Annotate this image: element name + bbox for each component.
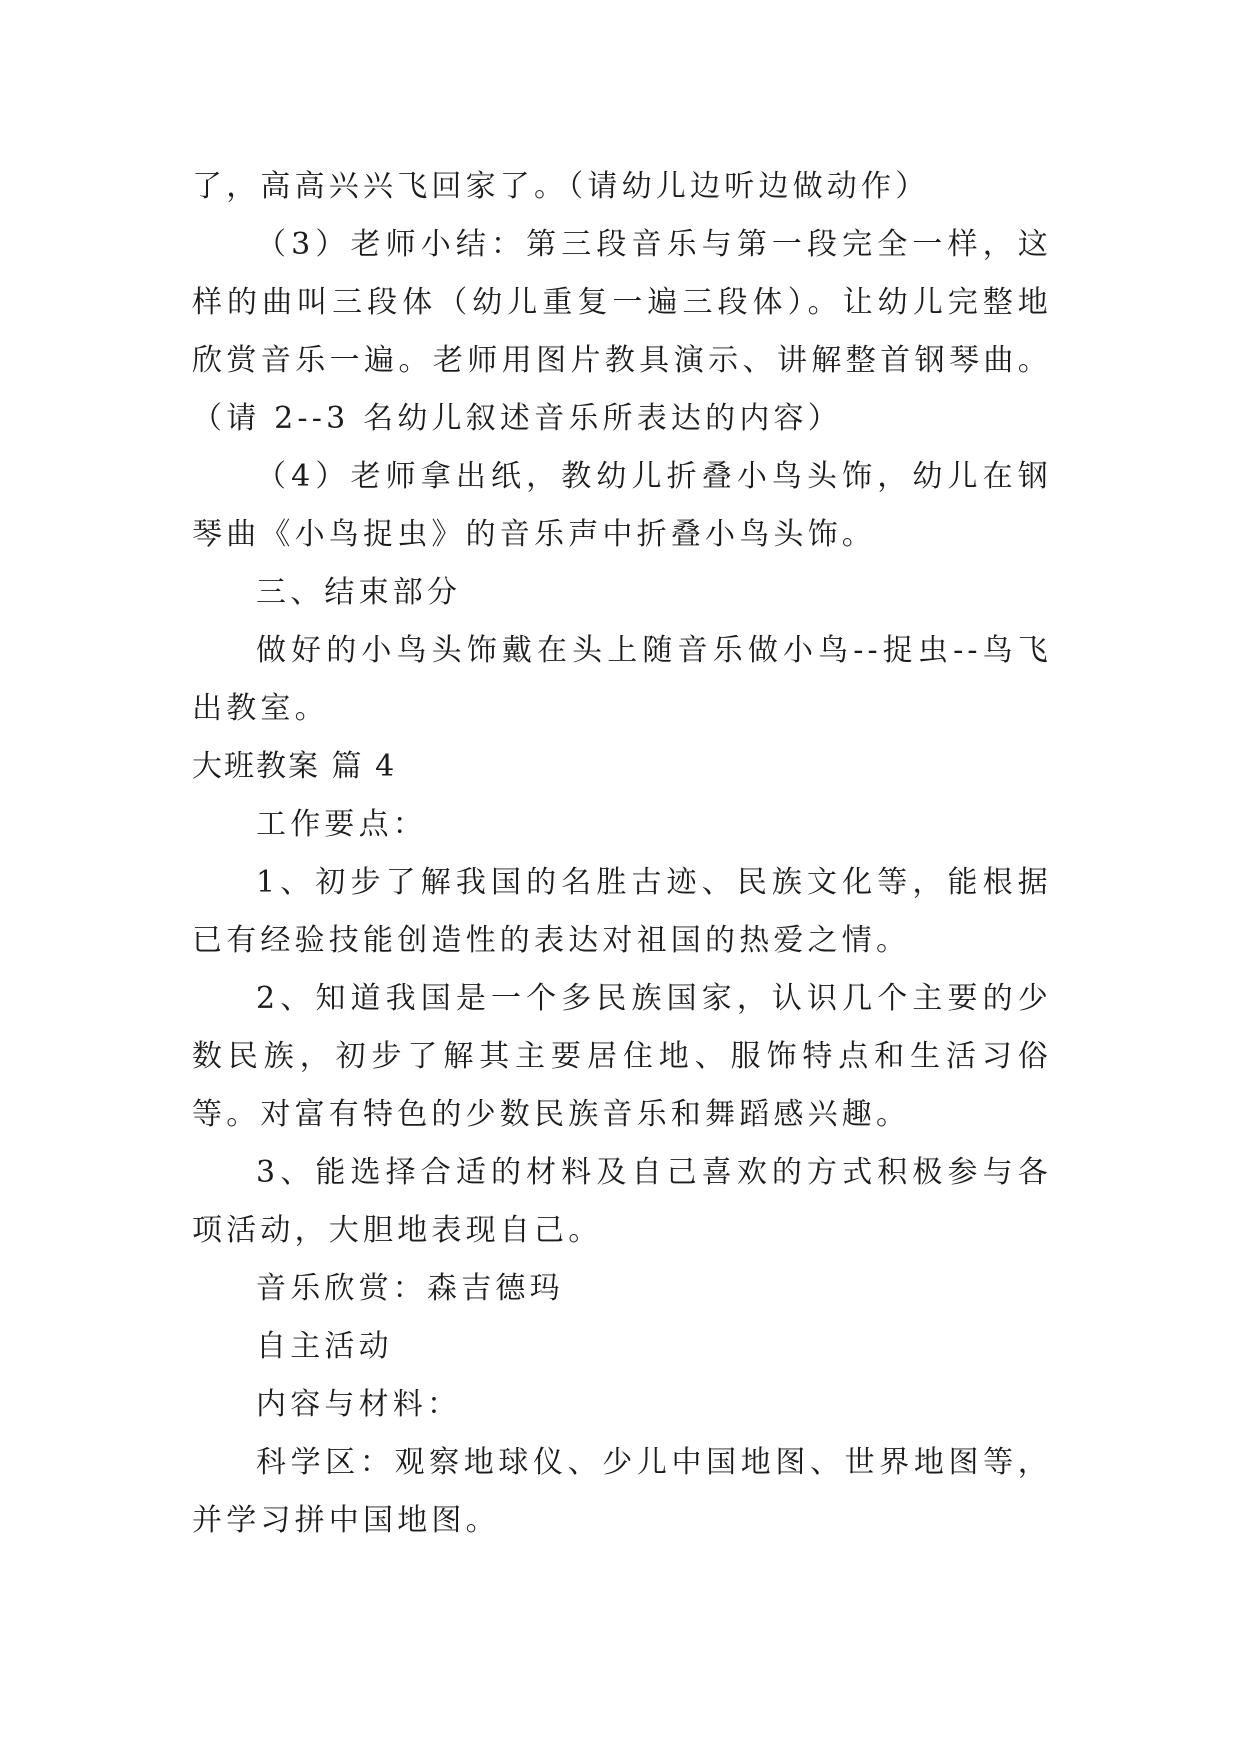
section-heading-ending: 三、结束部分	[256, 575, 462, 610]
work-point-3: 3、能选择合适的材料及自己喜欢的方式积极参与各项活动，大胆地表现自己。	[192, 1155, 1052, 1248]
lesson-plan-title: 大班教案 篇 4	[192, 749, 397, 784]
science-area-paragraph: 科学区：观察地球仪、少儿中国地图、世界地图等，并学习拼中国地图。	[192, 1445, 1052, 1538]
paragraph-teacher-summary: （3）老师小结：第三段音乐与第一段完全一样，这样的曲叫三段体（幼儿重复一遍三段体）。让幼儿完整地欣赏音乐一遍。老师用图片教具演示、讲解整首钢琴曲。（请 2--3 名幼儿叙述音乐所表达的内容）	[192, 227, 1052, 436]
work-point-2: 2、知道我国是一个多民族国家，认识几个主要的少数民族，初步了解其主要居住地、服饰特点和生活习俗等。对富有特色的少数民族音乐和舞蹈感兴趣。	[192, 981, 1052, 1132]
paragraph-continuation: 了，高高兴兴飞回家了。（请幼儿边听边做动作）	[192, 169, 930, 204]
section-heading-content-materials: 内容与材料：	[256, 1387, 462, 1422]
section-heading-work-points: 工作要点：	[256, 807, 427, 842]
section-heading-free-activity: 自主活动	[256, 1329, 393, 1364]
work-point-1: 1、初步了解我国的名胜古迹、民族文化等，能根据已有经验技能创造性的表达对祖国的热爱之情。	[192, 865, 1052, 958]
document-body	[192, 158, 1052, 1550]
music-appreciation-line: 音乐欣赏：森吉德玛	[256, 1271, 564, 1306]
paragraph-fold-headdress: （4）老师拿出纸，教幼儿折叠小鸟头饰，幼儿在钢琴曲《小鸟捉虫》的音乐声中折叠小鸟头饰。	[192, 459, 1052, 552]
paragraph-ending-activity: 做好的小鸟头饰戴在头上随音乐做小鸟--捉虫--鸟飞出教室。	[192, 633, 1052, 726]
